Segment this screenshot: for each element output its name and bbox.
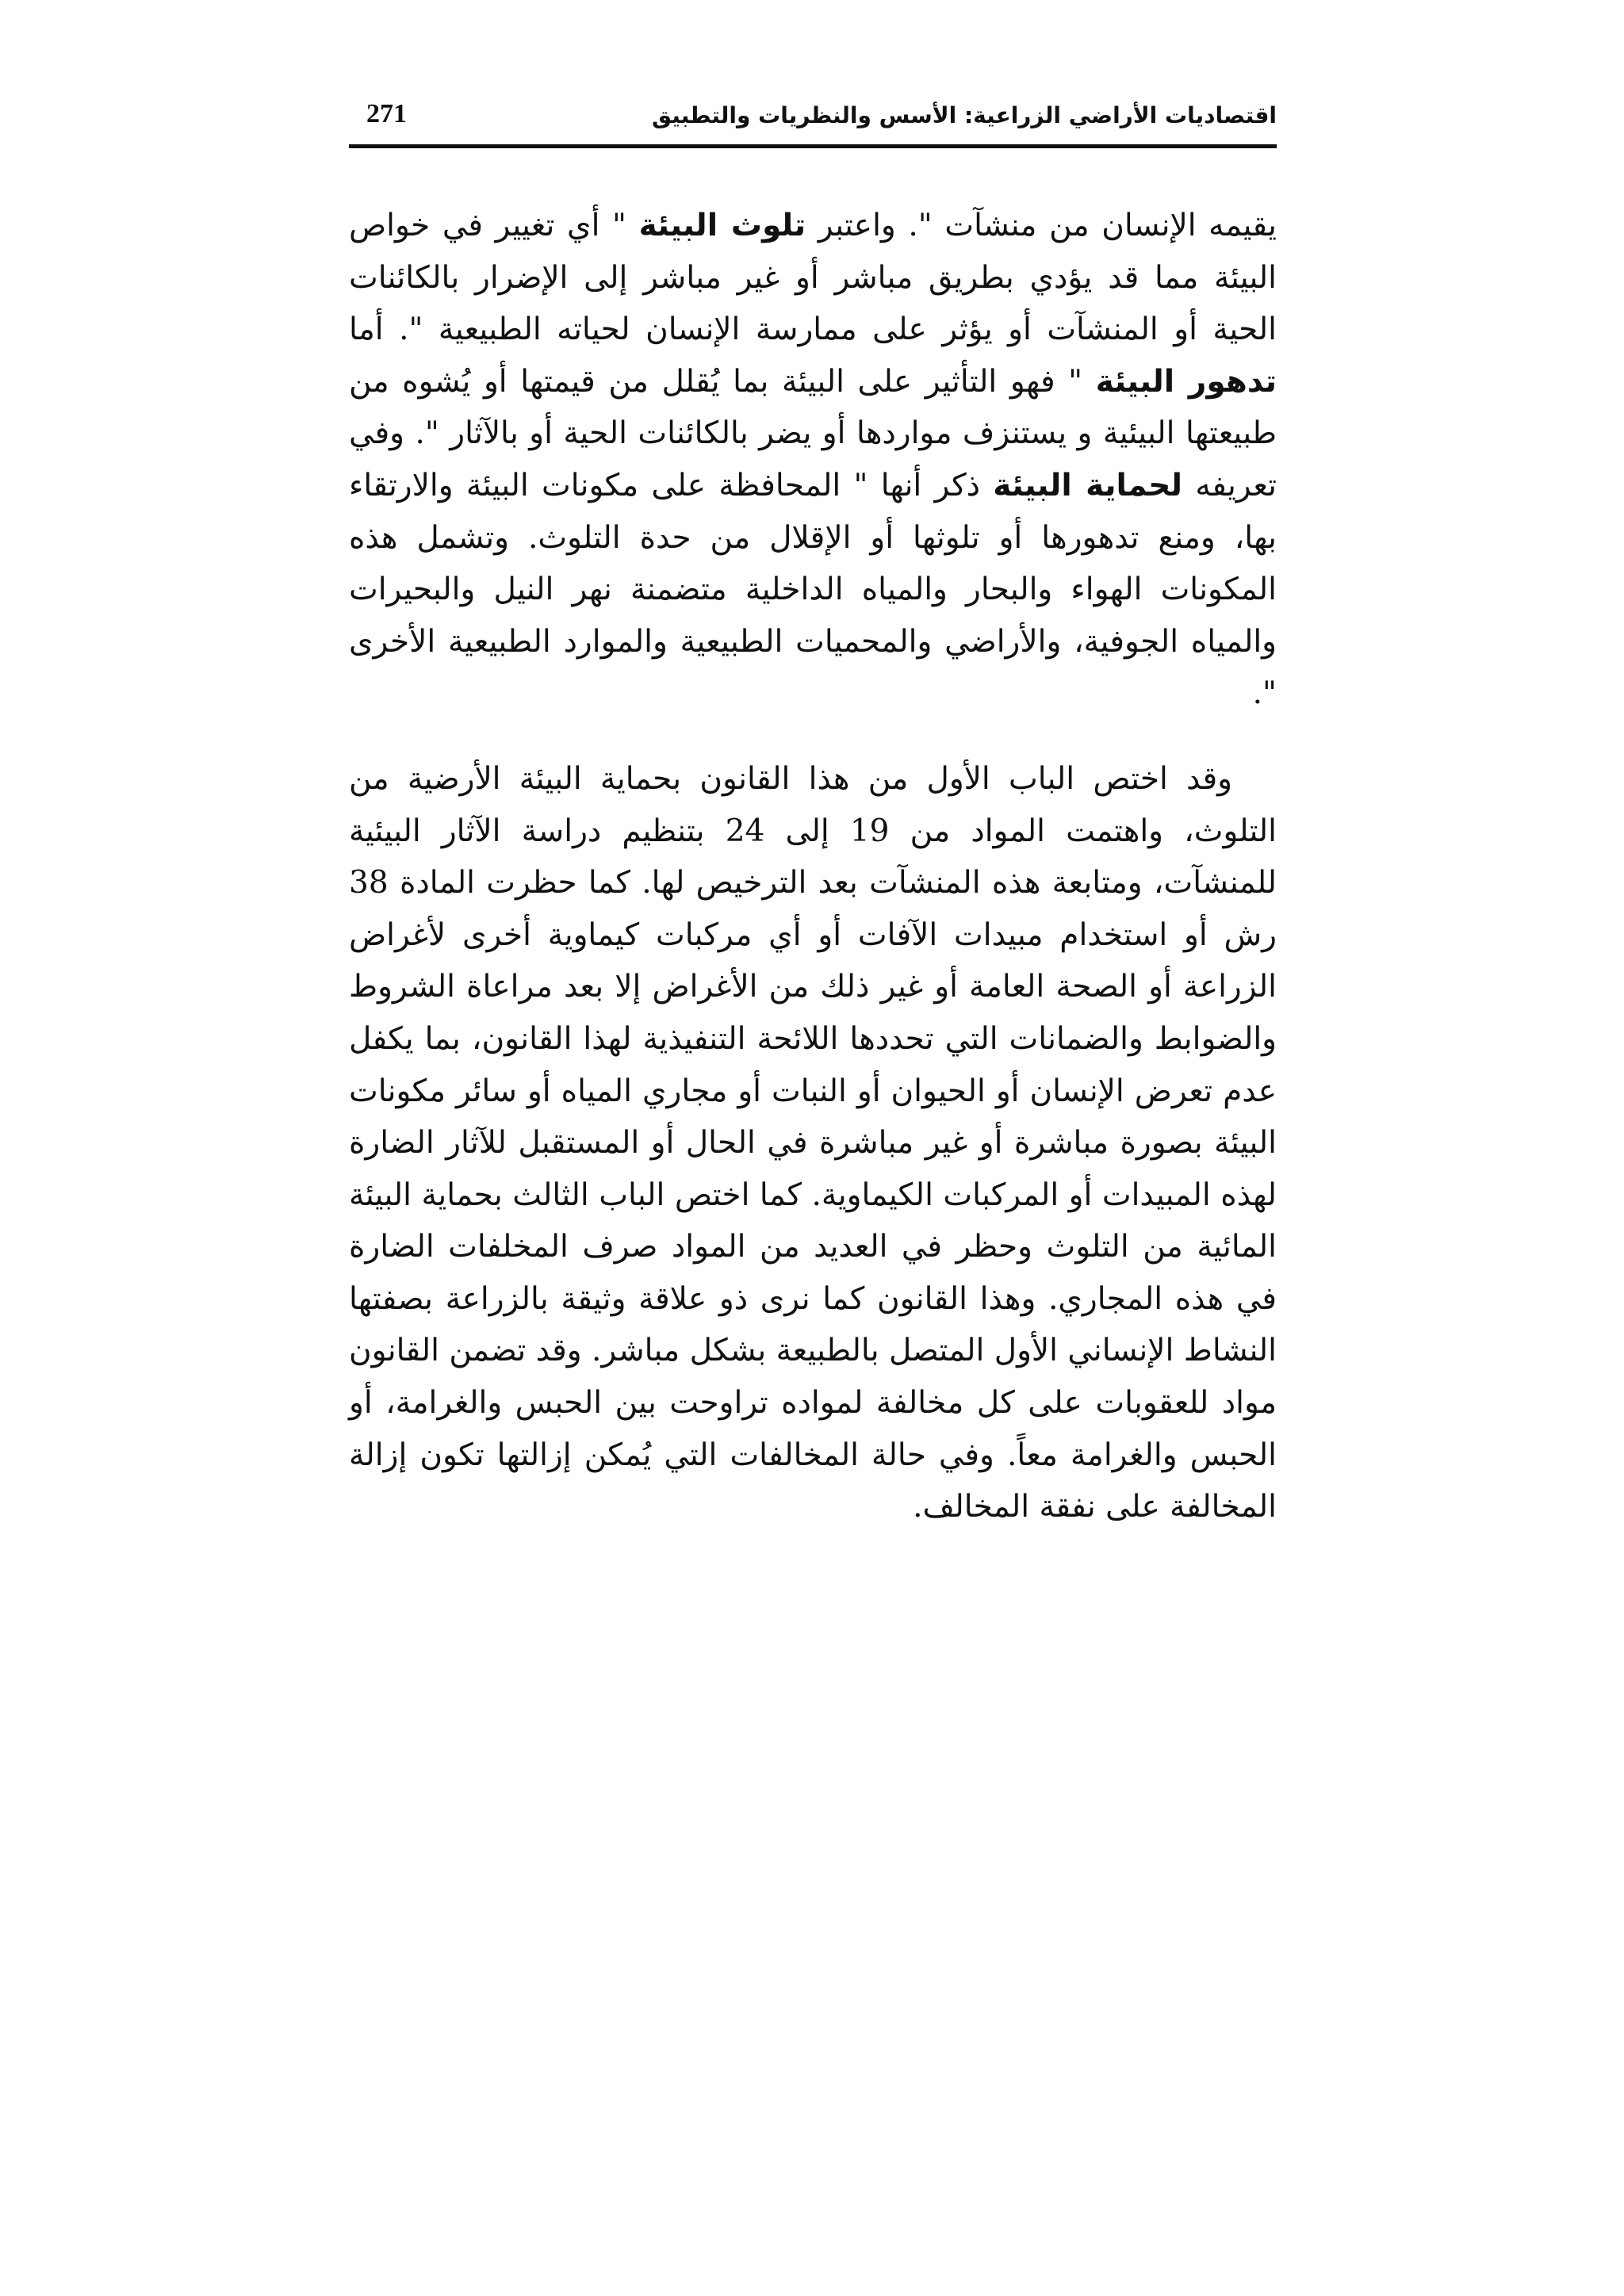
page-number: 271 (366, 99, 407, 128)
term-environmental-protection: لحماية البيئة (993, 467, 1183, 503)
paragraph-1-text-3: " فهو التأثير على البيئة بما يُقلل من قيمتها أو يُشوه من طبيعتها البيئية و يستنزف مواردها أو يضر بالكائنات الحية أو بالآثار ". وفي تعريفه (349, 363, 1277, 503)
page-header (349, 94, 1277, 144)
term-environmental-pollution: تلوث البيئة (638, 208, 806, 243)
paragraph-1-text-4: ذكر أنها " المحافظة على مكونات البيئة والارتقاء بها، ومنع تدهورها أو تلوثها أو الإقلال من حدة التلوث. وتشمل هذه المكونات الهواء والبحار والمياه الداخلية متضمنة نهر النيل والبحيرات والمياه الجوفية، والأراضي والمحميات الطبيعية والموارد الطبيعية الأخرى ". (349, 467, 1277, 712)
paragraph-1-text-1: يقيمه الإنسان من منشآت ". واعتبر (806, 208, 1277, 243)
paragraph-definitions (349, 200, 1277, 720)
paragraph-1-text-2: " أي تغيير في خواص البيئة مما قد يؤدي بطريق مباشر أو غير مباشر إلى الإضرار بالكائنات الحية أو المنشآت أو يؤثر على ممارسة الإنسان لحياته الطبيعية ". أما (349, 208, 1277, 348)
running-title: اقتصاديات الأراضي الزراعية: الأسس والنظريات والتطبيق (652, 102, 1277, 128)
term-environmental-degradation: تدهور البيئة (1095, 363, 1277, 400)
body-text (349, 200, 1277, 1533)
paragraph-law-provisions: وقد اختص الباب الأول من هذا القانون بحماية البيئة الأرضية من التلوث، واهتمت المواد من 19 إلى 24 بتنظيم دراسة الآثار البيئية للمنشآت، ومتابعة هذه المنشآت بعد الترخيص لها. كما حظرت المادة 38 رش أو استخدام مبيدات الآفات أو أي مركبات كيماوية أخرى لأغراض الزراعة أو الصحة العامة أو غير ذلك من الأغراض إلا بعد مراعاة الشروط والضوابط والضمانات التي تحددها اللائحة التنفيذية لهذا القانون، بما يكفل عدم تعرض الإنسان أو الحيوان أو النبات أو مجاري المياه أو سائر مكونات البيئة بصورة مباشرة أو غير مباشرة في الحال أو المستقبل للآثار الضارة لهذه المبيدات أو المركبات الكيماوية. كما اختص الباب الثالث بحماية البيئة المائية من التلوث وحظر في العديد من المواد صرف المخلفات الضارة في هذه المجاري. وهذا القانون كما نرى ذو علاقة وثيقة بالزراعة بصفتها النشاط الإنساني الأول المتصل بالطبيعة بشكل مباشر. وقد تضمن القانون مواد للعقوبات على كل مخالفة لمواده تراوحت بين الحبس والغرامة، أو الحبس والغرامة معاً. وفي حالة المخالفات التي يُمكن إزالتها تكون إزالة المخالفة على نفقة المخالف. (349, 760, 1277, 1525)
header-rule (349, 144, 1277, 148)
